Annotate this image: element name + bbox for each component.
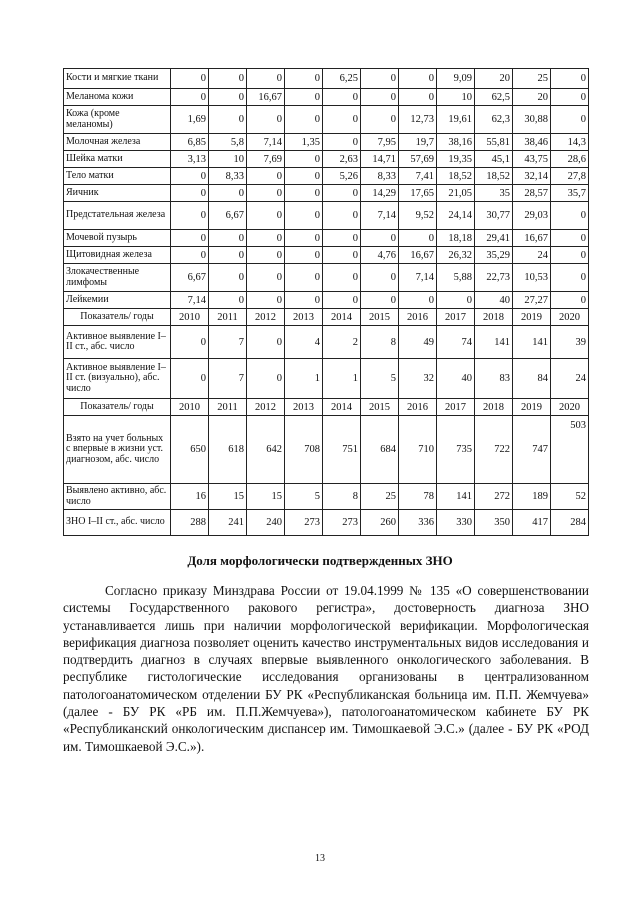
table-cell: 0 <box>323 106 361 134</box>
year-cell: 2012 <box>247 399 285 416</box>
table-cell: 0 <box>247 292 285 309</box>
table-cell: 2 <box>323 326 361 359</box>
table-cell: 0 <box>171 326 209 359</box>
table-cell: 7,95 <box>361 134 399 151</box>
table-cell: 28,6 <box>551 151 589 168</box>
table-cell: 0 <box>361 230 399 247</box>
table-cell: 642 <box>247 416 285 484</box>
table-cell: 6,85 <box>171 134 209 151</box>
table-cell: 0 <box>285 247 323 264</box>
table-cell: 288 <box>171 510 209 536</box>
year-cell: 2020 <box>551 309 589 326</box>
header-row <box>64 309 589 326</box>
table-row <box>64 264 589 292</box>
table-cell: 0 <box>171 89 209 106</box>
table-cell: 19,7 <box>399 134 437 151</box>
year-cell: 2013 <box>285 309 323 326</box>
row-label: Шейка матки <box>64 151 171 168</box>
table-row <box>64 106 589 134</box>
table-cell: 1 <box>285 359 323 399</box>
row-label: Кожа (кроме меланомы) <box>64 106 171 134</box>
table-cell: 5 <box>285 484 323 510</box>
table-cell: 0 <box>399 292 437 309</box>
table-cell: 0 <box>247 247 285 264</box>
table-cell: 20 <box>513 89 551 106</box>
table-cell: 0 <box>323 185 361 202</box>
table-cell: 6,25 <box>323 69 361 89</box>
table-cell: 0 <box>285 69 323 89</box>
table-cell: 18,52 <box>437 168 475 185</box>
table-cell: 3,13 <box>171 151 209 168</box>
header-row <box>64 399 589 416</box>
table-row <box>64 510 589 536</box>
table-cell: 24 <box>551 359 589 399</box>
table-cell: 55,81 <box>475 134 513 151</box>
table-cell: 15 <box>209 484 247 510</box>
year-cell: 2014 <box>323 399 361 416</box>
table-cell: 0 <box>285 185 323 202</box>
table-cell: 141 <box>437 484 475 510</box>
year-cell: 2011 <box>209 399 247 416</box>
table-cell: 272 <box>475 484 513 510</box>
table-cell: 0 <box>323 264 361 292</box>
table-cell: 10 <box>209 151 247 168</box>
table-cell: 7,14 <box>171 292 209 309</box>
table-cell: 284 <box>551 510 589 536</box>
table-cell: 35 <box>475 185 513 202</box>
row-label: Активное выявление I–II ст. (визуально), абс. число <box>64 359 171 399</box>
table-cell: 0 <box>285 89 323 106</box>
table-cell: 14,71 <box>361 151 399 168</box>
body-paragraph: Согласно приказу Минздрава России от 19.04.1999 № 135 «О совершенствовании системы Государственного ракового регистра», достоверность диагноза ЗНО устанавливается лишь при наличии морфологической верификации. Морфологическая верификация диагноза позволяет оценить качество инструментальных видов исследования и подтвердить диагноз в случаях впервые выявленного онкологического заболевания. В республике гистологические исследования организованы в централизованном патологоанатомическом отделении БУ РК «Республиканская больница им. П.П. Жемчуева» (далее - БУ РК «РБ им. П.П.Жемчуева»), патологоанатомическом кабинете БУ РК «Республиканский онкологическим диспансер им. Тимошкаевой Э.С.» (далее - БУ РК «РОД им. Тимошкаевой Э.С.»). <box>63 583 589 754</box>
table-cell: 83 <box>475 359 513 399</box>
table-cell: 0 <box>361 89 399 106</box>
row-label: Щитовидная железа <box>64 247 171 264</box>
table-cell: 240 <box>247 510 285 536</box>
table-cell: 330 <box>437 510 475 536</box>
table-cell: 0 <box>247 185 285 202</box>
table-row <box>64 484 589 510</box>
table-cell: 0 <box>551 230 589 247</box>
table-cell: 4 <box>285 326 323 359</box>
table-cell: 7,14 <box>361 202 399 230</box>
row-label: Мочевой пузырь <box>64 230 171 247</box>
header-label: Показатель/ годы <box>64 309 171 326</box>
table-cell: 273 <box>323 510 361 536</box>
table-cell: 0 <box>171 230 209 247</box>
table-cell: 0 <box>247 326 285 359</box>
table-cell: 8 <box>361 326 399 359</box>
row-label: Злокачественные лимфомы <box>64 264 171 292</box>
table-cell: 0 <box>171 202 209 230</box>
table-cell: 503 <box>551 416 589 484</box>
table-cell: 52 <box>551 484 589 510</box>
table-cell: 62,3 <box>475 106 513 134</box>
table-cell: 7,14 <box>247 134 285 151</box>
table-cell: 16,67 <box>399 247 437 264</box>
year-cell: 2020 <box>551 399 589 416</box>
table-cell: 38,46 <box>513 134 551 151</box>
table-cell: 14,29 <box>361 185 399 202</box>
table-cell: 0 <box>323 202 361 230</box>
row-label: Лейкемии <box>64 292 171 309</box>
table-row <box>64 359 589 399</box>
section-heading: Доля морфологически подтвержденных ЗНО <box>187 553 453 568</box>
statistics-table <box>63 68 589 536</box>
table-cell: 417 <box>513 510 551 536</box>
table-cell: 0 <box>247 69 285 89</box>
row-label: Кости и мягкие ткани <box>64 69 171 89</box>
table-cell: 26,32 <box>437 247 475 264</box>
table-cell: 7 <box>209 359 247 399</box>
year-cell: 2011 <box>209 309 247 326</box>
table-cell: 17,65 <box>399 185 437 202</box>
table-cell: 8 <box>323 484 361 510</box>
table-cell: 16,67 <box>247 89 285 106</box>
year-cell: 2010 <box>171 309 209 326</box>
table-cell: 20 <box>475 69 513 89</box>
row-label: Молочная железа <box>64 134 171 151</box>
header-label: Показатель/ годы <box>64 399 171 416</box>
table-cell: 0 <box>323 89 361 106</box>
year-cell: 2015 <box>361 309 399 326</box>
table-cell: 241 <box>209 510 247 536</box>
table-cell: 0 <box>171 69 209 89</box>
table-cell: 1 <box>323 359 361 399</box>
table-cell: 6,67 <box>209 202 247 230</box>
table-row <box>64 292 589 309</box>
table-cell: 9,09 <box>437 69 475 89</box>
table-cell: 0 <box>171 168 209 185</box>
table-cell: 722 <box>475 416 513 484</box>
table-cell: 0 <box>551 106 589 134</box>
year-cell: 2017 <box>437 399 475 416</box>
table-cell: 21,05 <box>437 185 475 202</box>
row-label: ЗНО I–II ст., абс. число <box>64 510 171 536</box>
table-cell: 14,3 <box>551 134 589 151</box>
table-cell: 5,26 <box>323 168 361 185</box>
table-cell: 0 <box>171 247 209 264</box>
table-cell: 5 <box>361 359 399 399</box>
table-cell: 0 <box>551 292 589 309</box>
table-cell: 15 <box>247 484 285 510</box>
table-cell: 0 <box>323 134 361 151</box>
table-cell: 5,88 <box>437 264 475 292</box>
table-cell: 45,1 <box>475 151 513 168</box>
table-cell: 18,52 <box>475 168 513 185</box>
year-cell: 2018 <box>475 399 513 416</box>
table-cell: 1,35 <box>285 134 323 151</box>
row-label: Выявлено активно, абс. число <box>64 484 171 510</box>
table-cell: 336 <box>399 510 437 536</box>
table-cell: 10,53 <box>513 264 551 292</box>
row-label: Предстательная железа <box>64 202 171 230</box>
table-cell: 27,8 <box>551 168 589 185</box>
table-cell: 0 <box>209 185 247 202</box>
table-row <box>64 134 589 151</box>
table-cell: 650 <box>171 416 209 484</box>
table-cell: 39 <box>551 326 589 359</box>
table-cell: 30,77 <box>475 202 513 230</box>
table-cell: 0 <box>285 106 323 134</box>
table-cell: 35,7 <box>551 185 589 202</box>
year-cell: 2018 <box>475 309 513 326</box>
table-cell: 0 <box>209 247 247 264</box>
table-cell: 0 <box>209 89 247 106</box>
table-cell: 4,76 <box>361 247 399 264</box>
table-cell: 19,61 <box>437 106 475 134</box>
table-cell: 0 <box>285 151 323 168</box>
year-cell: 2013 <box>285 399 323 416</box>
year-cell: 2017 <box>437 309 475 326</box>
table-cell: 684 <box>361 416 399 484</box>
table-cell: 260 <box>361 510 399 536</box>
table-cell: 0 <box>285 168 323 185</box>
table-cell: 0 <box>285 230 323 247</box>
table-cell: 0 <box>285 202 323 230</box>
table-cell: 0 <box>399 69 437 89</box>
page-number: 13 <box>315 853 325 864</box>
table-cell: 74 <box>437 326 475 359</box>
table-cell: 0 <box>361 292 399 309</box>
table-row <box>64 185 589 202</box>
table-cell: 16 <box>171 484 209 510</box>
year-cell: 2012 <box>247 309 285 326</box>
table-cell: 29,03 <box>513 202 551 230</box>
year-cell: 2015 <box>361 399 399 416</box>
row-label: Взято на учет больных с впервые в жизни уст. диагнозом, абс. число <box>64 416 171 484</box>
year-cell: 2019 <box>513 309 551 326</box>
table-cell: 350 <box>475 510 513 536</box>
table-cell: 0 <box>361 264 399 292</box>
table-cell: 57,69 <box>399 151 437 168</box>
table-cell: 0 <box>323 247 361 264</box>
table-cell: 27,27 <box>513 292 551 309</box>
table-cell: 747 <box>513 416 551 484</box>
row-label: Меланома кожи <box>64 89 171 106</box>
table-cell: 0 <box>247 359 285 399</box>
table-row <box>64 247 589 264</box>
table-cell: 9,52 <box>399 202 437 230</box>
table-cell: 0 <box>171 185 209 202</box>
table-cell: 49 <box>399 326 437 359</box>
row-label: Активное выявление I–II ст., абс. число <box>64 326 171 359</box>
table-cell: 32,14 <box>513 168 551 185</box>
table-cell: 0 <box>209 292 247 309</box>
table-cell: 78 <box>399 484 437 510</box>
year-cell: 2010 <box>171 399 209 416</box>
table-row <box>64 230 589 247</box>
table-row <box>64 168 589 185</box>
table-cell: 710 <box>399 416 437 484</box>
table-cell: 25 <box>513 69 551 89</box>
table-cell: 0 <box>247 106 285 134</box>
table-cell: 84 <box>513 359 551 399</box>
table-cell: 735 <box>437 416 475 484</box>
table-cell: 62,5 <box>475 89 513 106</box>
table-cell: 32 <box>399 359 437 399</box>
table-cell: 43,75 <box>513 151 551 168</box>
table-cell: 0 <box>209 69 247 89</box>
table-cell: 6,67 <box>171 264 209 292</box>
table-cell: 141 <box>513 326 551 359</box>
table-cell: 16,67 <box>513 230 551 247</box>
year-cell: 2019 <box>513 399 551 416</box>
year-cell: 2016 <box>399 309 437 326</box>
table-cell: 7,41 <box>399 168 437 185</box>
year-cell: 2014 <box>323 309 361 326</box>
row-label: Яичник <box>64 185 171 202</box>
table-cell: 618 <box>209 416 247 484</box>
year-cell: 2016 <box>399 399 437 416</box>
table-cell: 0 <box>247 202 285 230</box>
table-cell: 0 <box>361 69 399 89</box>
table-cell: 8,33 <box>361 168 399 185</box>
table-cell: 0 <box>247 264 285 292</box>
table-cell: 7 <box>209 326 247 359</box>
table-cell: 0 <box>323 230 361 247</box>
table-cell: 38,16 <box>437 134 475 151</box>
table-cell: 0 <box>551 202 589 230</box>
table-cell: 12,73 <box>399 106 437 134</box>
table-cell: 10 <box>437 89 475 106</box>
table-cell: 0 <box>285 264 323 292</box>
table-cell: 0 <box>247 230 285 247</box>
table-cell: 18,18 <box>437 230 475 247</box>
table-cell: 0 <box>551 89 589 106</box>
table-cell: 273 <box>285 510 323 536</box>
table-cell: 0 <box>551 69 589 89</box>
table-cell: 708 <box>285 416 323 484</box>
statistics-table-body <box>64 69 589 536</box>
table-cell: 0 <box>323 292 361 309</box>
table-row <box>64 416 589 484</box>
table-cell: 189 <box>513 484 551 510</box>
table-cell: 751 <box>323 416 361 484</box>
table-cell: 22,73 <box>475 264 513 292</box>
table-cell: 0 <box>285 292 323 309</box>
table-cell: 0 <box>437 292 475 309</box>
table-cell: 5,8 <box>209 134 247 151</box>
table-cell: 0 <box>209 230 247 247</box>
table-cell: 7,14 <box>399 264 437 292</box>
table-row <box>64 326 589 359</box>
table-cell: 29,41 <box>475 230 513 247</box>
table-cell: 28,57 <box>513 185 551 202</box>
table-cell: 24,14 <box>437 202 475 230</box>
statistics-table-wrapper <box>63 68 589 536</box>
table-cell: 30,88 <box>513 106 551 134</box>
table-cell: 40 <box>437 359 475 399</box>
table-cell: 35,29 <box>475 247 513 264</box>
table-cell: 0 <box>171 359 209 399</box>
table-cell: 0 <box>361 106 399 134</box>
table-cell: 8,33 <box>209 168 247 185</box>
row-label: Тело матки <box>64 168 171 185</box>
table-cell: 0 <box>551 247 589 264</box>
table-row <box>64 151 589 168</box>
table-cell: 0 <box>551 264 589 292</box>
table-row <box>64 89 589 106</box>
table-cell: 0 <box>247 168 285 185</box>
table-cell: 24 <box>513 247 551 264</box>
table-row <box>64 69 589 89</box>
table-cell: 0 <box>399 89 437 106</box>
table-cell: 141 <box>475 326 513 359</box>
table-cell: 0 <box>209 106 247 134</box>
table-cell: 40 <box>475 292 513 309</box>
table-cell: 1,69 <box>171 106 209 134</box>
table-cell: 7,69 <box>247 151 285 168</box>
table-row <box>64 202 589 230</box>
table-cell: 19,35 <box>437 151 475 168</box>
table-cell: 0 <box>399 230 437 247</box>
table-cell: 25 <box>361 484 399 510</box>
table-cell: 2,63 <box>323 151 361 168</box>
table-cell: 0 <box>209 264 247 292</box>
